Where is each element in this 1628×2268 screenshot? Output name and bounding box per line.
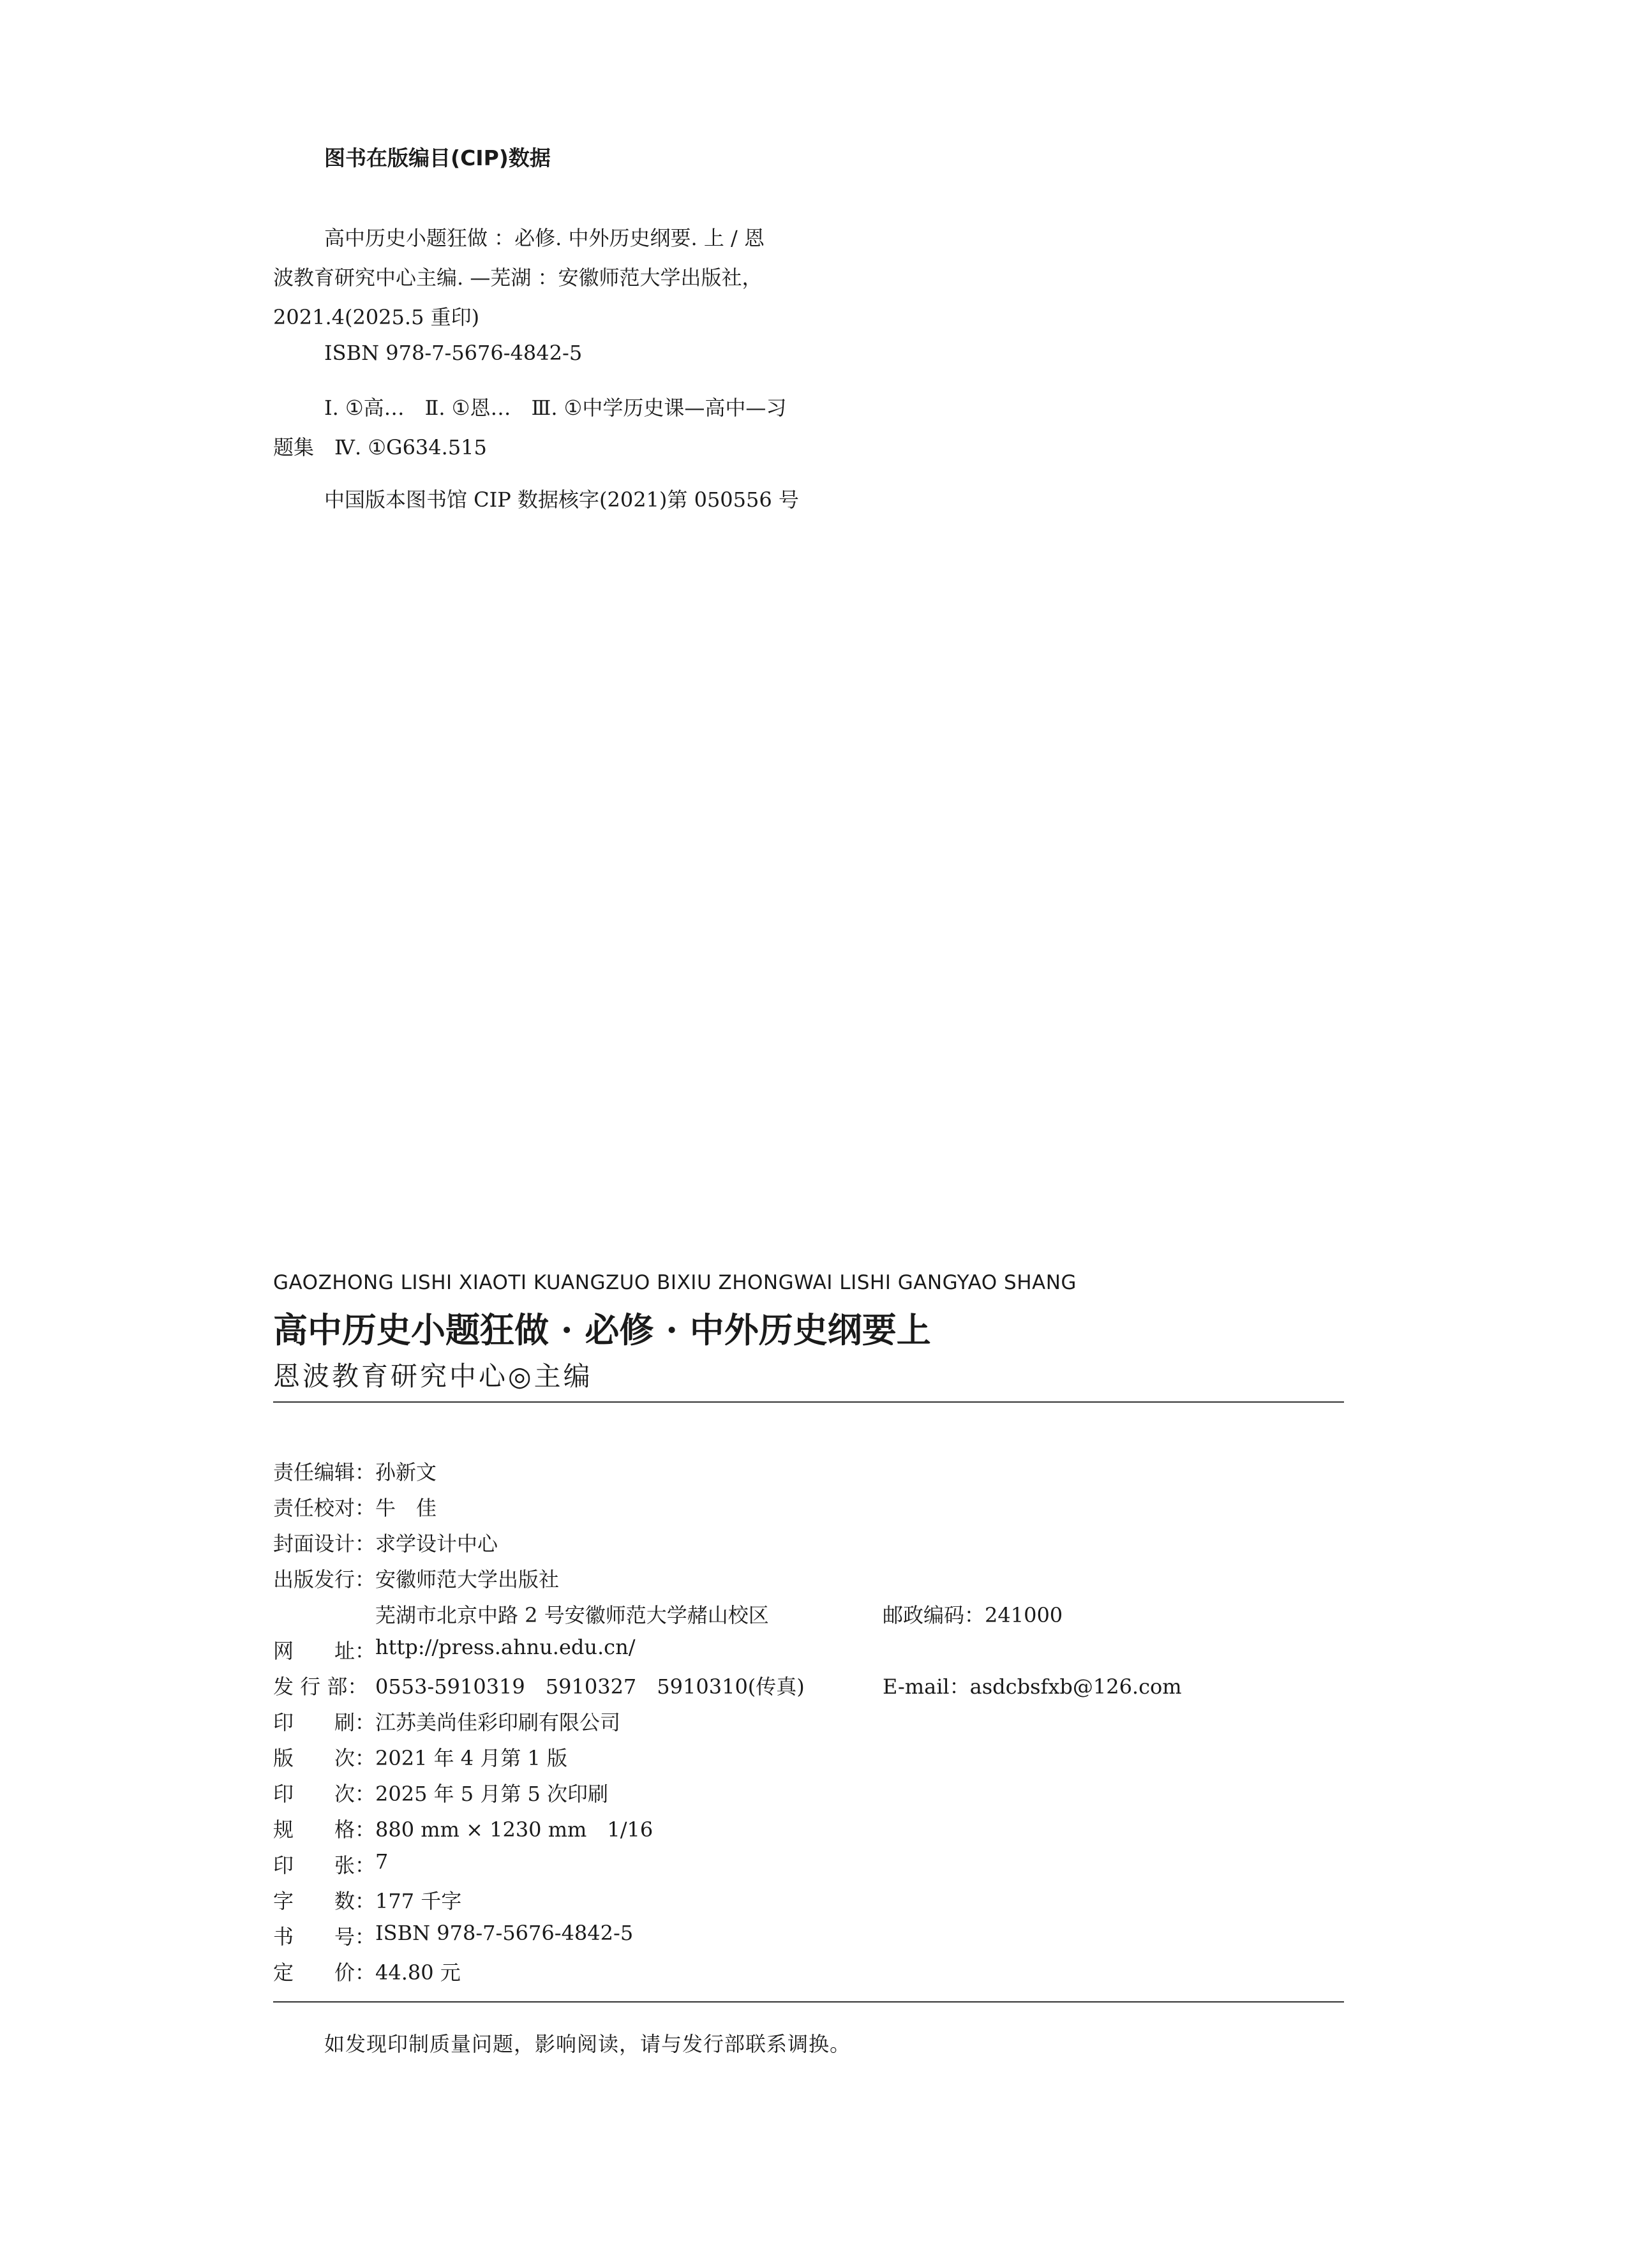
divider-top: [273, 1401, 1344, 1403]
book-title-pinyin: GAOZHONG LISHI XIAOTI KUANGZUO BIXIU ZHONGWAI LISHI GANGYAO SHANG: [273, 1271, 1077, 1294]
book-title: 高中历史小题狂做 · 必修 · 中外历史纲要上: [273, 1309, 931, 1350]
imprint-value: 0553-5910319 5910327 5910310(传真): [375, 1675, 805, 1699]
imprint-value: 2025 年 5 月第 5 次印刷: [375, 1782, 609, 1806]
imprint-label: 封面设计：: [273, 1532, 376, 1556]
imprint-value: 江苏美尚佳彩印刷有限公司: [375, 1710, 621, 1735]
footer-note: 如发现印制质量问题，影响阅读，请与发行部联系调换。: [324, 2032, 851, 2056]
divider-bottom: [273, 2001, 1344, 2003]
imprint-postcode: 邮政编码：241000: [883, 1603, 1063, 1627]
imprint-label: 发 行 部：: [273, 1675, 368, 1699]
imprint-value: 880 mm × 1230 mm 1/16: [375, 1817, 653, 1842]
imprint-label: 字 数：: [273, 1889, 376, 1913]
imprint-value: 芜湖市北京中路 2 号安徽师范大学赭山校区: [375, 1603, 769, 1627]
cip-line-1: 高中历史小题狂做 ：必修. 中外历史纲要. 上 / 恩: [324, 226, 765, 250]
cip-subject-2: 题集 Ⅳ. ①G634.515: [273, 435, 487, 459]
cip-line-2: 波教育研究中心主编. —芜湖 ：安徽师范大学出版社，: [273, 265, 763, 290]
cip-isbn: ISBN 978-7-5676-4842-5: [324, 341, 583, 365]
book-editor: 恩波教育研究中心◎主编: [273, 1361, 593, 1392]
imprint-value: http://press.ahnu.edu.cn/: [375, 1635, 636, 1659]
imprint-value: 牛 佳: [375, 1496, 437, 1520]
imprint-label: 定 价：: [273, 1960, 376, 1985]
imprint-value: ISBN 978-7-5676-4842-5: [375, 1921, 634, 1945]
imprint-label: 规 格：: [273, 1817, 376, 1842]
imprint-label: 印 张：: [273, 1853, 376, 1877]
imprint-value: 孙新文: [375, 1460, 437, 1484]
imprint-value: 177 千字: [375, 1889, 462, 1913]
imprint-email: E-mail：asdcbsfxb@126.com: [883, 1675, 1182, 1699]
imprint-label: 版 次：: [273, 1746, 376, 1770]
cip-line-3: 2021.4(2025.5 重印): [273, 305, 480, 329]
cip-number: 中国版本图书馆 CIP 数据核字(2021)第 050556 号: [324, 488, 799, 512]
imprint-value: 2021 年 4 月第 1 版: [375, 1746, 568, 1770]
imprint-value: 44.80 元: [375, 1960, 461, 1985]
cip-subject-1: Ⅰ. ①高… Ⅱ. ①恩… Ⅲ. ①中学历史课—高中—习: [324, 396, 787, 420]
imprint-label: 出版发行：: [273, 1567, 376, 1592]
imprint-label: 责任编辑：: [273, 1460, 376, 1484]
imprint-value: 安徽师范大学出版社: [375, 1567, 560, 1592]
imprint-value: 7: [375, 1849, 389, 1874]
imprint-label: 书 号：: [273, 1925, 376, 1949]
cip-heading: 图书在版编目(CIP)数据: [324, 145, 551, 170]
imprint-label: 印 次：: [273, 1782, 376, 1806]
imprint-value: 求学设计中心: [375, 1532, 498, 1556]
imprint-label: 印 刷：: [273, 1710, 376, 1735]
imprint-label: 责任校对：: [273, 1496, 376, 1520]
imprint-label: 网 址：: [273, 1639, 376, 1663]
